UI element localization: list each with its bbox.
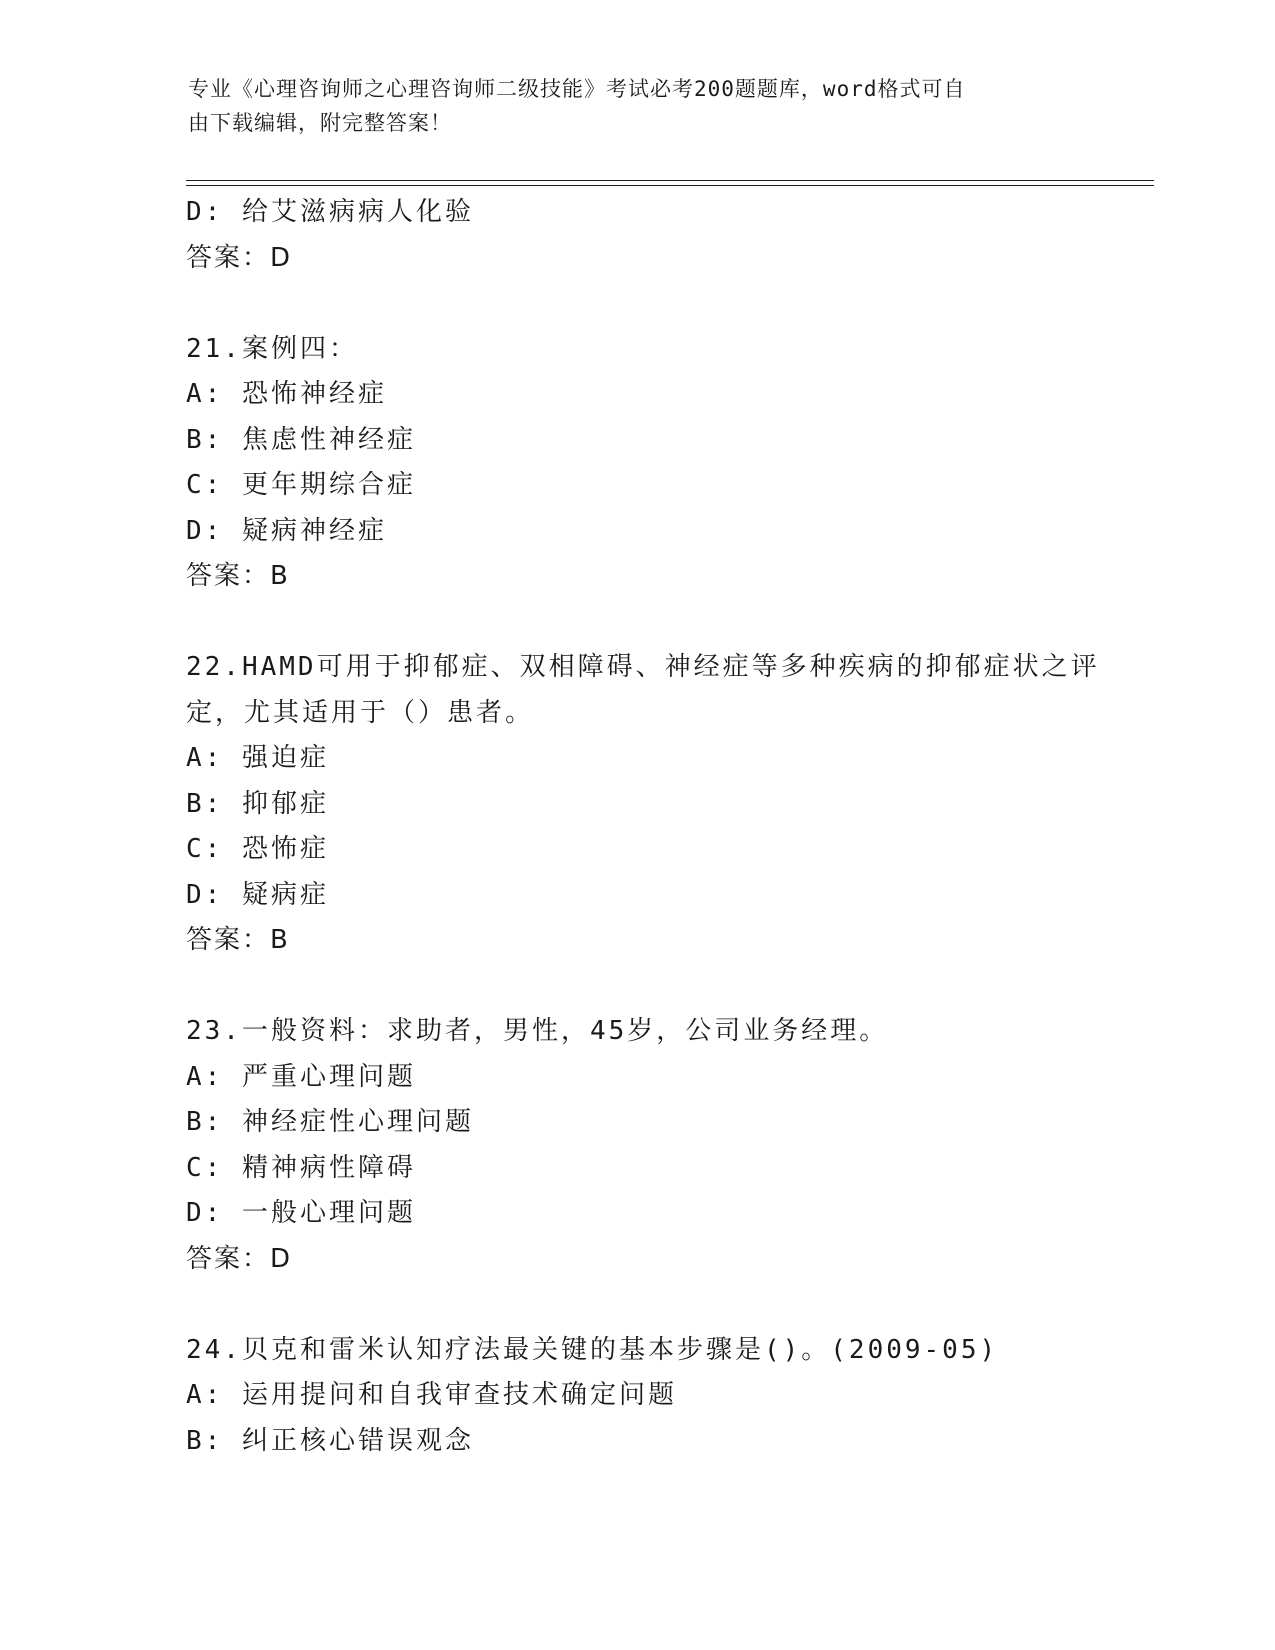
q23-stem: 23.一般资料：求助者，男性，45岁，公司业务经理。	[186, 1016, 889, 1046]
q22-option-c: C: 恐怖症	[186, 834, 329, 864]
q22-option-d: D: 疑病症	[186, 879, 329, 910]
q22-stem-line-2: 定，尤其适用于（）患者。	[186, 697, 535, 728]
q23-answer: 答案：D	[186, 1243, 293, 1274]
document-header	[188, 72, 1068, 140]
q21-option-c: C: 更年期综合症	[186, 470, 416, 500]
q23-option-c: C: 精神病性障碍	[186, 1152, 416, 1183]
prev-answer: 答案：D	[186, 242, 293, 273]
q23-option-d: D: 一般心理问题	[186, 1198, 416, 1228]
q21-stem: 21.案例四：	[186, 333, 358, 364]
header-divider-bottom	[186, 185, 1154, 186]
q21-option-d: D: 疑病神经症	[186, 515, 387, 546]
q23-option-a: A: 严重心理问题	[186, 1061, 416, 1092]
q23-option-b: B: 神经症性心理问题	[186, 1107, 474, 1137]
q22-answer: 答案：B	[186, 925, 290, 955]
q21-option-b: B: 焦虑性神经症	[186, 424, 416, 455]
question-list	[186, 190, 1100, 1464]
q22-stem-line-1: 22.HAMD可用于抑郁症、双相障碍、神经症等多种疾病的抑郁症状之评	[186, 652, 1100, 682]
q24-option-a: A: 运用提问和自我审查技术确定问题	[186, 1380, 677, 1410]
q22-option-a: A: 强迫症	[186, 743, 329, 773]
q21-option-a: A: 恐怖神经症	[186, 379, 387, 409]
q24-option-b: B: 纠正核心错误观念	[186, 1425, 474, 1456]
q24-stem: 24.贝克和雷米认知疗法最关键的基本步骤是()。(2009-05)	[186, 1334, 999, 1365]
q22-option-b: B: 抑郁症	[186, 788, 329, 819]
prev-option-d: D: 给艾滋病病人化验	[186, 197, 474, 227]
header-divider-top	[186, 180, 1154, 181]
header-line-2: 由下载编辑，附完整答案！	[188, 111, 452, 135]
q21-answer: 答案：B	[186, 561, 290, 591]
header-line-1: 专业《心理咨询师之心理咨询师二级技能》考试必考200题题库，word格式可自	[188, 77, 966, 101]
